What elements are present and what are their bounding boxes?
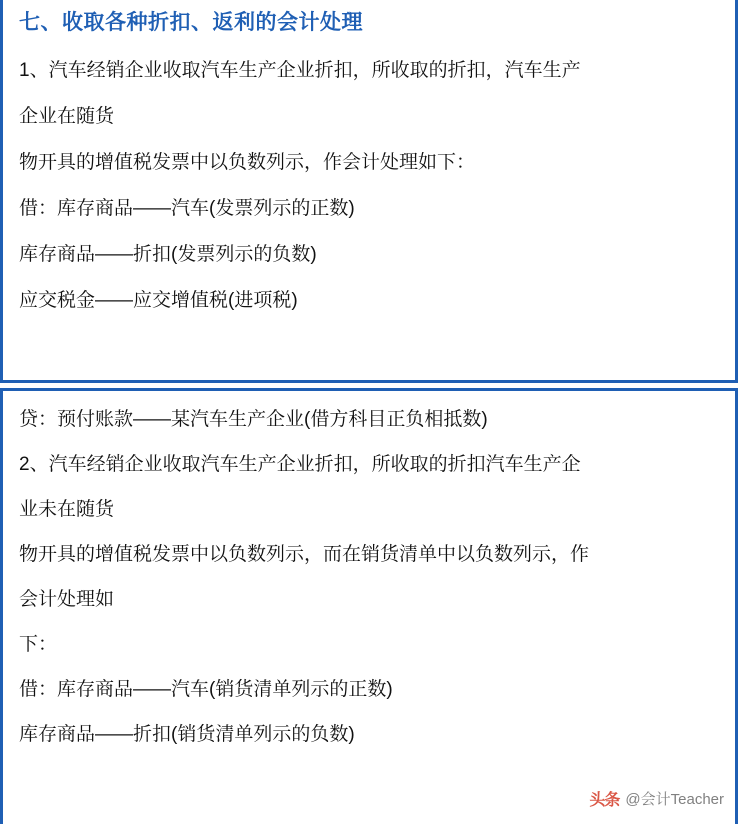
paragraph-line: 物开具的增值税发票中以负数列示，而在销货清单中以负数列示，作 [19,544,590,565]
paragraph-line: 会计处理如 [19,589,115,610]
content-panel-top [0,0,738,383]
paragraph-line: 库存商品——折扣(销货清单列示的负数) [19,724,355,745]
paragraph-line: 物开具的增值税发票中以负数列示，作会计处理如下： [19,152,476,173]
paragraph-line: 下： [19,634,58,655]
paragraph-line: 借：库存商品——汽车(销货清单列示的正数) [19,679,393,700]
paragraph-line: 库存商品——折扣(发票列示的负数) [19,244,317,265]
paragraph-line: 企业在随货 [19,106,115,127]
watermark [589,787,724,810]
content-panel-bottom [0,388,738,824]
paragraph-line: 借：库存商品——汽车(发票列示的正数) [19,198,355,219]
watermark-text: @会计Teacher [625,791,724,808]
paragraph-line: 应交税金——应交增值税(进项税) [19,290,298,311]
paragraph-line: 2、汽车经销企业收取汽车生产企业折扣，所收取的折扣汽车生产企 [19,454,581,475]
paragraph-line: 1、汽车经销企业收取汽车生产企业折扣，所收取的折扣，汽车生产 [19,60,581,81]
paragraph-line: 业未在随货 [19,499,115,520]
page-title: 七、收取各种折扣、返利的会计处理 [19,11,363,34]
toutiao-logo-icon: 头条 [589,792,620,809]
paragraph-line: 贷：预付账款——某汽车生产企业(借方科目正负相抵数) [19,409,488,430]
